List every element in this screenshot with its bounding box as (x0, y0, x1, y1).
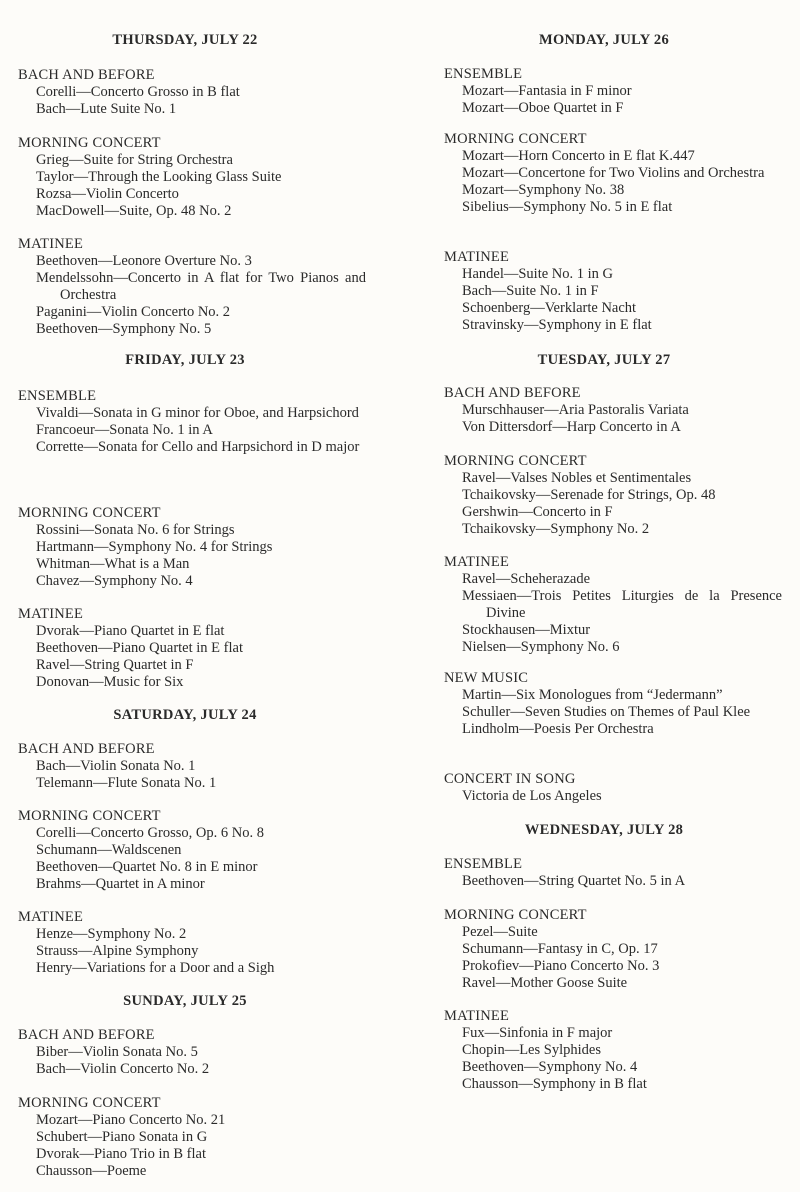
section-title: MATINEE (18, 909, 84, 925)
section-title: ENSEMBLE (444, 856, 523, 872)
program-section-matinee (444, 1008, 782, 1093)
program-item: Murschhauser—Aria Pastoralis Variata (462, 402, 689, 418)
program-section-morning-concert (18, 1095, 366, 1180)
program-item: Mozart—Concertone for Two Violins and Orchestra (462, 165, 765, 181)
program-item: Chavez—Symphony No. 4 (36, 573, 193, 589)
program-section-new-music (444, 670, 782, 738)
section-title: BACH AND BEFORE (18, 67, 155, 83)
program-item: Victoria de Los Angeles (462, 788, 602, 804)
section-title: MORNING CONCERT (444, 131, 587, 147)
program-item: Ravel—Mother Goose Suite (462, 975, 628, 991)
program-item: Francoeur—Sonata No. 1 in A (36, 422, 213, 438)
program-item: Von Dittersdorf—Harp Concerto in A (462, 419, 681, 435)
program-section-morning-concert (444, 907, 782, 992)
program-item: Corrette—Sonata for Cello and Harpsichord in D major (36, 439, 360, 455)
section-title: BACH AND BEFORE (18, 741, 155, 757)
program-item: Beethoven—Leonore Overture No. 3 (36, 253, 252, 269)
program-item: Ravel—String Quartet in F (36, 657, 194, 673)
section-title: MORNING CONCERT (18, 1095, 161, 1111)
program-item: Ravel—Scheherazade (462, 571, 591, 587)
program-section-matinee (18, 606, 366, 691)
program-item: Grieg—Suite for String Orchestra (36, 152, 233, 168)
program-item: Tchaikovsky—Symphony No. 2 (462, 521, 650, 537)
program-item: Tchaikovsky—Serenade for Strings, Op. 48 (462, 487, 716, 503)
program-item: MacDowell—Suite, Op. 48 No. 2 (36, 203, 232, 219)
program-item: Schuller—Seven Studies on Themes of Paul Klee (462, 704, 751, 720)
section-title: ENSEMBLE (18, 388, 97, 404)
program-item: Schumann—Fantasy in C, Op. 17 (462, 941, 658, 957)
program-item: Strauss—Alpine Symphony (36, 943, 199, 959)
program-section-morning-concert (18, 135, 366, 220)
section-title: MORNING CONCERT (18, 505, 161, 521)
day-heading-thursday-july-22: THURSDAY, JULY 22 (112, 32, 258, 48)
program-item: Schumann—Waldscenen (36, 842, 182, 858)
program-item: Lindholm—Poesis Per Orchestra (462, 721, 654, 737)
section-title: ENSEMBLE (444, 66, 523, 82)
program-item: Telemann—Flute Sonata No. 1 (36, 775, 217, 791)
program-item: Mozart—Symphony No. 38 (462, 182, 625, 198)
program-section-matinee (18, 909, 366, 977)
program-item: Dvorak—Piano Trio in B flat (36, 1146, 206, 1162)
program-item: Gershwin—Concerto in F (462, 504, 613, 520)
day-heading-saturday-july-24: SATURDAY, JULY 24 (113, 707, 257, 723)
program-section-matinee (444, 249, 782, 334)
program-item: Henze—Symphony No. 2 (36, 926, 187, 942)
program-item: Handel—Suite No. 1 in G (462, 266, 614, 282)
section-title: CONCERT IN SONG (444, 771, 576, 787)
program-section-ensemble (444, 856, 782, 890)
section-title: MATINEE (444, 249, 510, 265)
day-heading-tuesday-july-27: TUESDAY, JULY 27 (537, 352, 671, 368)
program-item: Rozsa—Violin Concerto (36, 186, 179, 202)
program-section-ensemble (444, 66, 782, 117)
program-item: Donovan—Music for Six (36, 674, 184, 690)
section-title: MATINEE (444, 1008, 510, 1024)
program-item: Hartmann—Symphony No. 4 for Strings (36, 539, 273, 555)
program-section-matinee (444, 554, 782, 656)
section-title: MORNING CONCERT (444, 453, 587, 469)
section-title: MORNING CONCERT (18, 808, 161, 824)
program-item: Messiaen—Trois Petites Liturgies de la Presence Divine (462, 588, 782, 621)
program-item: Mozart—Piano Concerto No. 21 (36, 1112, 226, 1128)
program-item: Henry—Variations for a Door and a Sigh (36, 960, 275, 976)
section-title: BACH AND BEFORE (18, 1027, 155, 1043)
program-item: Corelli—Concerto Grosso, Op. 6 No. 8 (36, 825, 264, 841)
section-title: MATINEE (18, 606, 84, 622)
program-item: Pezel—Suite (462, 924, 538, 940)
program-item: Taylor—Through the Looking Glass Suite (36, 169, 282, 185)
day-heading-wednesday-july-28: WEDNESDAY, JULY 28 (524, 822, 684, 838)
program-section-bach-and-before (444, 385, 782, 436)
program-section-bach-and-before (18, 67, 366, 118)
program-item: Biber—Violin Sonata No. 5 (36, 1044, 198, 1060)
section-title: MORNING CONCERT (444, 907, 587, 923)
program-section-morning-concert (444, 453, 782, 538)
program-item: Martin—Six Monologues from “Jedermann” (462, 687, 723, 703)
program-item: Paganini—Violin Concerto No. 2 (36, 304, 231, 320)
program-section-morning-concert (18, 808, 366, 893)
program-item: Whitman—What is a Man (36, 556, 190, 572)
program-item: Dvorak—Piano Quartet in E flat (36, 623, 225, 639)
program-section-matinee (18, 236, 366, 338)
section-title: MATINEE (444, 554, 510, 570)
program-item: Mozart—Oboe Quartet in F (462, 100, 624, 116)
section-title: MATINEE (18, 236, 84, 252)
program-section-morning-concert (18, 505, 366, 590)
program-item: Mozart—Horn Concerto in E flat K.447 (462, 148, 695, 164)
section-title: BACH AND BEFORE (444, 385, 581, 401)
program-section-concert-in-song (444, 771, 782, 805)
program-item: Rossini—Sonata No. 6 for Strings (36, 522, 235, 538)
program-item: Brahms—Quartet in A minor (36, 876, 205, 892)
program-section-morning-concert (444, 131, 782, 216)
program-item: Bach—Lute Suite No. 1 (36, 101, 177, 117)
program-item: Fux—Sinfonia in F major (462, 1025, 613, 1041)
program-item: Chopin—Les Sylphides (462, 1042, 601, 1058)
program-section-ensemble (18, 388, 366, 456)
program-item: Ravel—Valses Nobles et Sentimentales (462, 470, 692, 486)
day-heading-sunday-july-25: SUNDAY, JULY 25 (123, 993, 247, 1009)
day-heading-friday-july-23: FRIDAY, JULY 23 (125, 352, 245, 368)
program-item: Mendelssohn—Concerto in A flat for Two Pianos and Orchestra (36, 270, 366, 303)
program-item: Corelli—Concerto Grosso in B flat (36, 84, 240, 100)
program-item: Chausson—Symphony in B flat (462, 1076, 647, 1092)
program-item: Beethoven—Piano Quartet in E flat (36, 640, 243, 656)
program-item: Schubert—Piano Sonata in G (36, 1129, 208, 1145)
section-title: NEW MUSIC (444, 670, 529, 686)
program-item: Bach—Suite No. 1 in F (462, 283, 599, 299)
program-item: Sibelius—Symphony No. 5 in E flat (462, 199, 673, 215)
program-item: Vivaldi—Sonata in G minor for Oboe, and Harpsichord (36, 405, 359, 421)
program-section-bach-and-before (18, 1027, 366, 1078)
program-item: Beethoven—String Quartet No. 5 in A (462, 873, 686, 889)
program-item: Beethoven—Symphony No. 5 (36, 321, 212, 337)
program-item: Chausson—Poeme (36, 1163, 147, 1179)
program-section-bach-and-before (18, 741, 366, 792)
day-heading-monday-july-26: MONDAY, JULY 26 (538, 32, 670, 48)
program-item: Beethoven—Symphony No. 4 (462, 1059, 638, 1075)
program-item: Bach—Violin Concerto No. 2 (36, 1061, 210, 1077)
program-item: Bach—Violin Sonata No. 1 (36, 758, 196, 774)
program-item: Nielsen—Symphony No. 6 (462, 639, 620, 655)
program-item: Prokofiev—Piano Concerto No. 3 (462, 958, 660, 974)
program-item: Stravinsky—Symphony in E flat (462, 317, 652, 333)
program-item: Schoenberg—Verklarte Nacht (462, 300, 637, 316)
program-item: Stockhausen—Mixtur (462, 622, 591, 638)
section-title: MORNING CONCERT (18, 135, 161, 151)
program-item: Mozart—Fantasia in F minor (462, 83, 632, 99)
program-item: Beethoven—Quartet No. 8 in E minor (36, 859, 258, 875)
